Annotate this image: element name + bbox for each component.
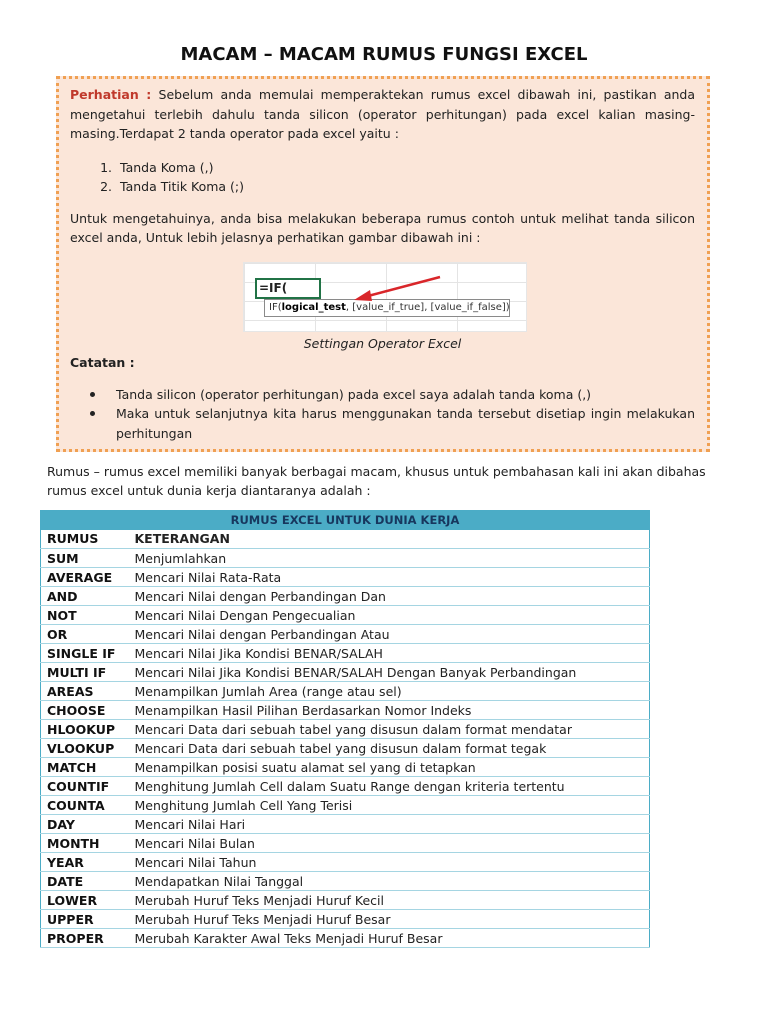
table-row <box>41 910 650 929</box>
table-row <box>41 891 650 910</box>
header-rumus: RUMUS <box>41 530 129 549</box>
operator-item: 2. Tanda Titik Koma (;) <box>116 177 695 196</box>
table-row <box>41 606 650 625</box>
image-caption: Settingan Operator Excel <box>303 335 462 351</box>
notes-list <box>90 385 695 444</box>
formula-name: SINGLE IF <box>41 644 129 663</box>
excel-formula-screenshot <box>243 262 527 332</box>
table-row <box>41 777 650 796</box>
formula-name: COUNTIF <box>41 777 129 796</box>
table-row <box>41 834 650 853</box>
table-row <box>41 853 650 872</box>
formula-description: Mencari Nilai dengan Perbandingan Dan <box>129 587 650 606</box>
formula-name: HLOOKUP <box>41 720 129 739</box>
red-arrow-icon <box>244 263 528 333</box>
tooltip-rest: , [value_if_true], [value_if_false]) <box>345 301 510 313</box>
formula-cell: =IF( <box>255 278 321 299</box>
formula-description: Mencari Data dari sebuah tabel yang disusun dalam format tegak <box>129 739 650 758</box>
table-row <box>41 701 650 720</box>
formula-description: Mencari Nilai dengan Perbandingan Atau <box>129 625 650 644</box>
formula-name: AVERAGE <box>41 568 129 587</box>
table-row <box>41 815 650 834</box>
note-label: Perhatian : <box>70 87 152 102</box>
table-row <box>41 796 650 815</box>
table-row <box>41 625 650 644</box>
header-keterangan: KETERANGAN <box>129 530 650 549</box>
formula-description: Mencari Nilai Hari <box>129 815 650 834</box>
note-bullet: Tanda silicon (operator perhitungan) pada excel saya adalah tanda koma (,) <box>90 385 695 405</box>
table-row <box>41 549 650 568</box>
formula-name: SUM <box>41 549 129 568</box>
formula-description: Mencari Nilai Dengan Pengecualian <box>129 606 650 625</box>
formula-description: Menampilkan Hasil Pilihan Berdasarkan Nomor Indeks <box>129 701 650 720</box>
table-row <box>41 758 650 777</box>
intro-paragraph: Rumus – rumus excel memiliki banyak berbagai macam, khusus untuk pembahasan kali ini akan dibahas rumus excel untuk dunia kerja diantaranya adalah : <box>47 464 706 498</box>
formula-description: Menjumlahkan <box>129 549 650 568</box>
formula-description: Merubah Karakter Awal Teks Menjadi Huruf Besar <box>129 929 650 948</box>
formula-name: AND <box>41 587 129 606</box>
formula-name: MULTI IF <box>41 663 129 682</box>
formula-description: Mencari Nilai Bulan <box>129 834 650 853</box>
formula-description: Mencari Nilai Jika Kondisi BENAR/SALAH <box>129 644 650 663</box>
formula-name: DATE <box>41 872 129 891</box>
table-row <box>41 587 650 606</box>
table-row <box>41 663 650 682</box>
formula-table <box>40 510 650 948</box>
formula-name: NOT <box>41 606 129 625</box>
table-caption: RUMUS EXCEL UNTUK DUNIA KERJA <box>41 511 650 530</box>
formula-description: Merubah Huruf Teks Menjadi Huruf Besar <box>129 910 650 929</box>
table-row <box>41 739 650 758</box>
formula-description: Mencari Nilai Tahun <box>129 853 650 872</box>
formula-name: AREAS <box>41 682 129 701</box>
operator-list <box>116 158 695 196</box>
formula-name: MONTH <box>41 834 129 853</box>
formula-description: Mendapatkan Nilai Tanggal <box>129 872 650 891</box>
formula-description: Merubah Huruf Teks Menjadi Huruf Kecil <box>129 891 650 910</box>
note-intro <box>70 85 695 144</box>
formula-description: Mencari Nilai Rata-Rata <box>129 568 650 587</box>
tooltip-arg-bold: logical_test <box>281 301 346 313</box>
table-row <box>41 682 650 701</box>
tooltip-function: IF( <box>269 301 282 313</box>
note-bullet: Maka untuk selanjutnya kita harus menggunakan tanda tersebut disetiap ingin melakukan perhitungan <box>90 404 695 443</box>
formula-description: Menghitung Jumlah Cell Yang Terisi <box>129 796 650 815</box>
formula-description: Menampilkan posisi suatu alamat sel yang di tetapkan <box>129 758 650 777</box>
formula-description: Menampilkan Jumlah Area (range atau sel) <box>129 682 650 701</box>
formula-name: CHOOSE <box>41 701 129 720</box>
formula-name: OR <box>41 625 129 644</box>
formula-description: Menghitung Jumlah Cell dalam Suatu Range dengan kriteria tertentu <box>129 777 650 796</box>
note-box <box>56 76 710 452</box>
formula-description: Mencari Nilai Jika Kondisi BENAR/SALAH Dengan Banyak Perbandingan <box>129 663 650 682</box>
table-row <box>41 872 650 891</box>
table-row <box>41 644 650 663</box>
formula-name: COUNTA <box>41 796 129 815</box>
table-header-row <box>41 530 650 549</box>
operator-item: 1. Tanda Koma (,) <box>116 158 695 177</box>
table-row <box>41 720 650 739</box>
formula-name: MATCH <box>41 758 129 777</box>
formula-name: YEAR <box>41 853 129 872</box>
formula-name: LOWER <box>41 891 129 910</box>
note-explain: Untuk mengetahuinya, anda bisa melakukan beberapa rumus contoh untuk melihat tanda silicon excel anda, Untuk lebih jelasnya perhatikan gambar dibawah ini : <box>70 210 695 245</box>
table-row <box>41 929 650 948</box>
formula-name: DAY <box>41 815 129 834</box>
formula-name: VLOOKUP <box>41 739 129 758</box>
formula-name: PROPER <box>41 929 129 948</box>
note-intro-text: Sebelum anda memulai memperaktekan rumus excel dibawah ini, pastikan anda mengetahui terlebih dahulu tanda silicon (operator perhitungan) pada excel kalian masing-masing.Terdapat 2 tanda operator pada excel yaitu : <box>70 87 695 141</box>
page-title: MACAM – MACAM RUMUS FUNGSI EXCEL <box>180 44 588 65</box>
catatan-label: Catatan : <box>70 355 135 370</box>
formula-description: Mencari Data dari sebuah tabel yang disusun dalam format mendatar <box>129 720 650 739</box>
table-row <box>41 568 650 587</box>
formula-name: UPPER <box>41 910 129 929</box>
